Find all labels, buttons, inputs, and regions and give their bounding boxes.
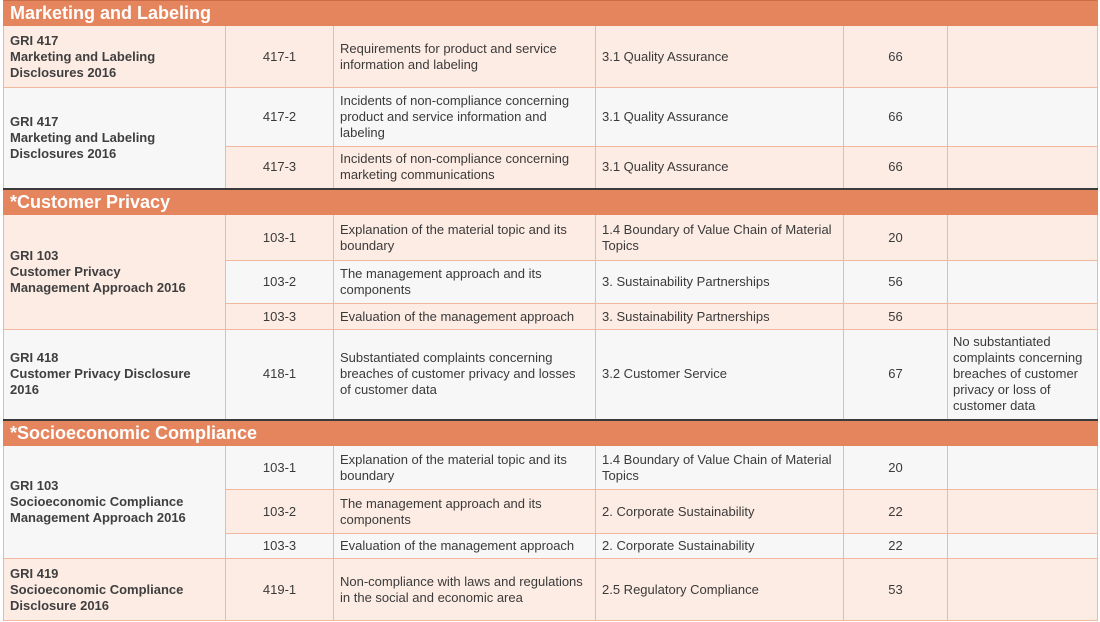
disclosure-code: 103-1 (226, 446, 334, 490)
section-title: Marketing and Labeling (4, 1, 1098, 26)
disclosure-code: 103-3 (226, 304, 334, 330)
section-title: *Customer Privacy (4, 189, 1098, 215)
gri-standard-label: GRI 103 Socioeconomic Compliance Management Approach 2016 (4, 446, 226, 559)
disclosure-description: Explanation of the material topic and its boundary (334, 215, 596, 261)
disclosure-code: 103-3 (226, 534, 334, 559)
report-section: 1.4 Boundary of Value Chain of Material Topics (596, 215, 844, 261)
page-number: 66 (844, 147, 948, 189)
disclosure-description: The management approach and its components (334, 261, 596, 304)
remarks (948, 147, 1098, 189)
remarks (948, 261, 1098, 304)
disclosure-description: Evaluation of the management approach (334, 534, 596, 559)
remarks (948, 559, 1098, 621)
remarks: No substantiated complaints concerning breaches of customer privacy or loss of customer data (948, 330, 1098, 420)
disclosure-description: Non-compliance with laws and regulations in the social and economic area (334, 559, 596, 621)
report-section: 3.1 Quality Assurance (596, 88, 844, 147)
disclosure-code: 417-3 (226, 147, 334, 189)
table-row (4, 215, 1098, 261)
report-section: 2.5 Regulatory Compliance (596, 559, 844, 621)
section-header-socioeconomic-compliance (4, 420, 1098, 446)
remarks (948, 534, 1098, 559)
gri-standard-label: GRI 417 Marketing and Labeling Disclosures 2016 (4, 26, 226, 88)
gri-standard-label: GRI 103 Customer Privacy Management Approach 2016 (4, 215, 226, 330)
report-section: 2. Corporate Sustainability (596, 490, 844, 534)
disclosure-code: 418-1 (226, 330, 334, 420)
report-section: 1.4 Boundary of Value Chain of Material Topics (596, 446, 844, 490)
section-header-marketing-labeling (4, 1, 1098, 26)
disclosure-description: Incidents of non-compliance concerning marketing communications (334, 147, 596, 189)
section-title: *Socioeconomic Compliance (4, 420, 1098, 446)
page-number: 53 (844, 559, 948, 621)
disclosure-code: 103-2 (226, 490, 334, 534)
page-number: 66 (844, 88, 948, 147)
disclosure-code: 417-1 (226, 26, 334, 88)
report-section: 3.1 Quality Assurance (596, 26, 844, 88)
section-header-customer-privacy (4, 189, 1098, 215)
page-number: 20 (844, 215, 948, 261)
page-number: 22 (844, 534, 948, 559)
table-row (4, 446, 1098, 490)
page-number: 56 (844, 304, 948, 330)
table-row (4, 88, 1098, 147)
disclosure-description: The management approach and its components (334, 490, 596, 534)
report-section: 3. Sustainability Partnerships (596, 261, 844, 304)
remarks (948, 26, 1098, 88)
page-number: 20 (844, 446, 948, 490)
page-number: 66 (844, 26, 948, 88)
disclosure-description: Evaluation of the management approach (334, 304, 596, 330)
report-section: 3.2 Customer Service (596, 330, 844, 420)
page-number: 67 (844, 330, 948, 420)
remarks (948, 215, 1098, 261)
disclosure-description: Incidents of non-compliance concerning product and service information and labeling (334, 88, 596, 147)
disclosure-description: Requirements for product and service information and labeling (334, 26, 596, 88)
disclosure-code: 417-2 (226, 88, 334, 147)
disclosure-code: 103-2 (226, 261, 334, 304)
remarks (948, 446, 1098, 490)
gri-standard-label: GRI 417 Marketing and Labeling Disclosures 2016 (4, 88, 226, 189)
disclosure-code: 103-1 (226, 215, 334, 261)
disclosure-description: Substantiated complaints concerning breaches of customer privacy and losses of customer data (334, 330, 596, 420)
remarks (948, 490, 1098, 534)
page-number: 22 (844, 490, 948, 534)
table-row (4, 330, 1098, 420)
gri-standard-label: GRI 419 Socioeconomic Compliance Disclosure 2016 (4, 559, 226, 621)
gri-standard-label: GRI 418 Customer Privacy Disclosure 2016 (4, 330, 226, 420)
report-section: 3. Sustainability Partnerships (596, 304, 844, 330)
table-row (4, 26, 1098, 88)
disclosure-description: Explanation of the material topic and its boundary (334, 446, 596, 490)
disclosure-code: 419-1 (226, 559, 334, 621)
report-section: 3.1 Quality Assurance (596, 147, 844, 189)
page-number: 56 (844, 261, 948, 304)
remarks (948, 304, 1098, 330)
table-row (4, 559, 1098, 621)
gri-content-index-table (3, 0, 1098, 621)
remarks (948, 88, 1098, 147)
report-section: 2. Corporate Sustainability (596, 534, 844, 559)
